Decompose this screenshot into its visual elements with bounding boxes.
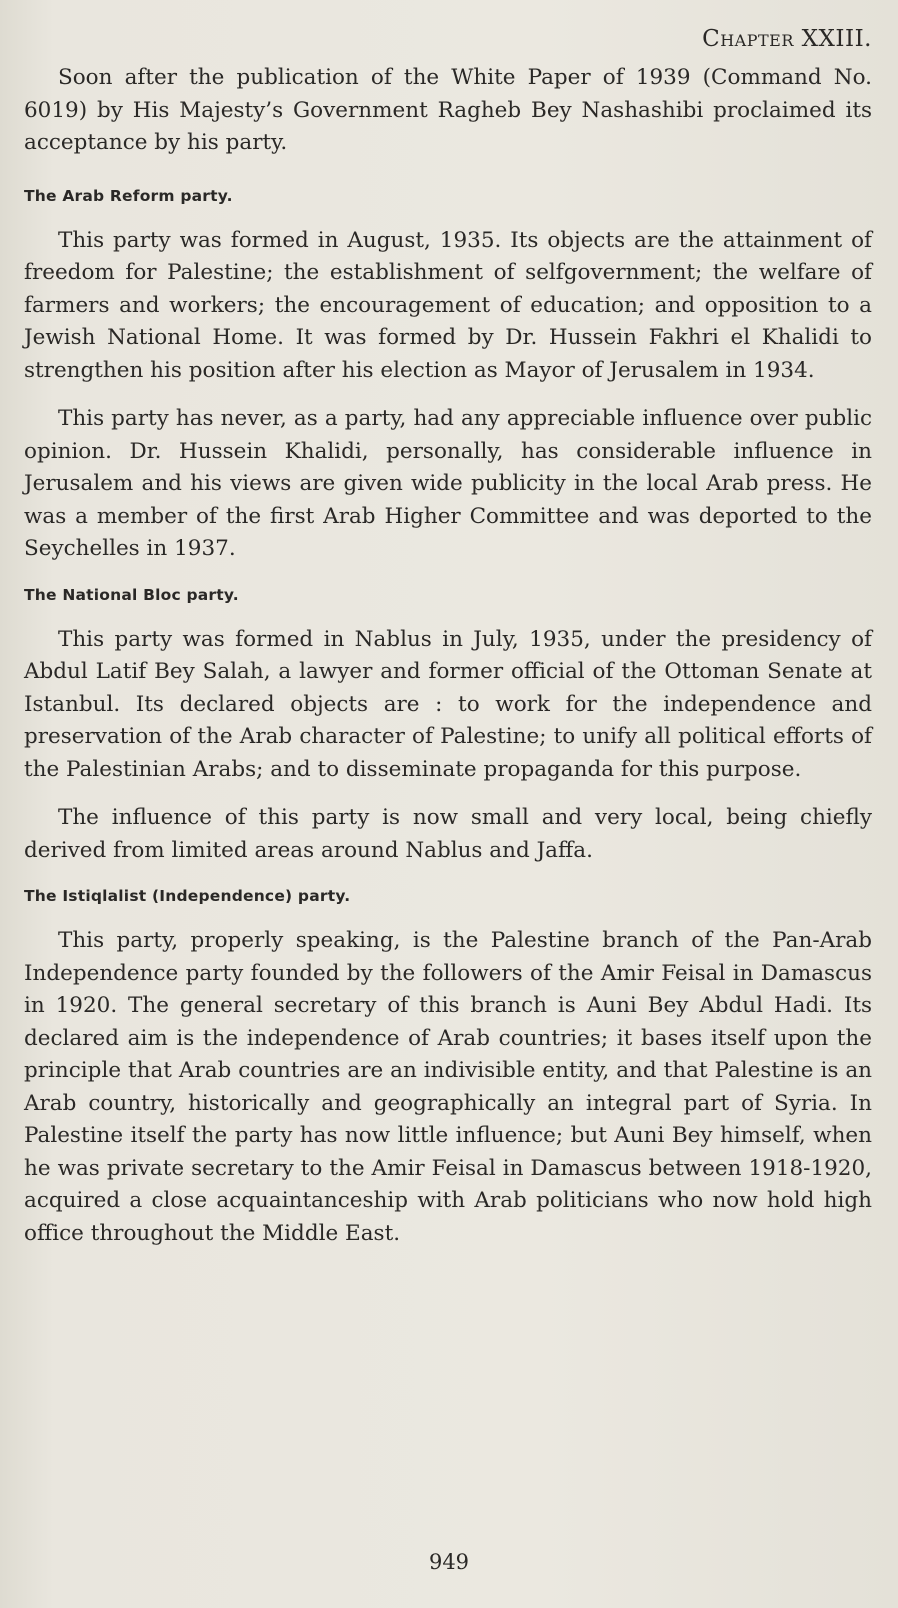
paragraph: This party, properly speaking, is the Palestine branch of the Pan-Arab Independence party founded by the followers of the Amir Feisal in Damascus in 1920. The general secretary of this branch is Auni Bey Abdul Hadi. Its declared aim is the independence of Arab countries; it bases itself upon the principle that Arab countries are an indivisible entity, and that Palestine is an Arab country, historically and geographically an integral part of Syria. In Palestine itself the party has now little influence; but Auni Bey himself, when he was private secretary to the Amir Feisal in Damascus between 1918-1920, acquired a close acquaintanceship with Arab politicians who now hold high office throughout the Middle East. <box>24 928 872 1246</box>
section-heading-national-bloc: The National Bloc party. <box>24 585 239 604</box>
page-number: 949 <box>428 1550 470 1574</box>
section-heading-istiqlalist: The Istiqlalist (Independence) party. <box>24 887 351 905</box>
paragraph: This party has never, as a party, had any appreciable influence over public opinion. Dr. Hussein Khalidi, personally, has considerable influence in Jerusalem and his views are given wide publicity in the local Arab press. He was a member of the first Arab Higher Committee and was deported to the Seychelles in 1937. <box>24 406 872 561</box>
paragraph: This party was formed in August, 1935. Its objects are the attainment of freedom for Palestine; the establishment of selfgovernment; the welfare of farmers and workers; the encouragement of education; and opposition to a Jewish National Home. It was formed by Dr. Hussein Fakhri el Khalidi to strengthen his position after his election as Mayor of Jerusalem in 1934. <box>24 227 872 383</box>
chapter-heading: Chapter XXIII. <box>702 26 872 52</box>
paragraph: The influence of this party is now small and very local, being chiefly derived from limited areas around Nablus and Jaffa. <box>24 805 872 863</box>
page-body <box>24 62 872 1250</box>
intro-paragraph: Soon after the publication of the White Paper of 1939 (Command No. 6019) by His Majesty’s Government Ragheb Bey Nashashibi proclaimed its acceptance by his party. <box>24 65 872 155</box>
paragraph: This party was formed in Nablus in July, 1935, under the presidency of Abdul Latif Bey Salah, a lawyer and former official of the Ottoman Senate at Istanbul. Its declared objects are : to work for the independence and preservation of the Arab character of Palestine; to unify all political efforts of the Palestinian Arabs; and to disseminate propaganda for this purpose. <box>24 626 872 782</box>
section-heading-arab-reform: The Arab Reform party. <box>24 186 233 205</box>
